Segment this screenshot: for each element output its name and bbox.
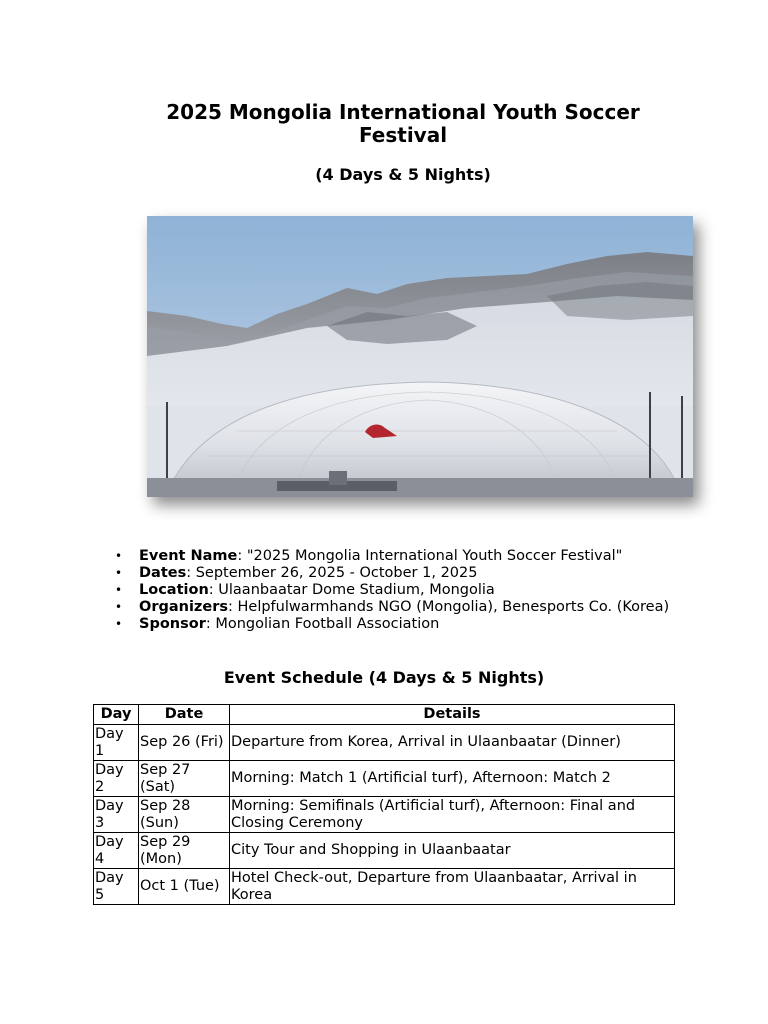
cell-date: Sep 29 (Mon): [139, 833, 230, 869]
list-item: • Location: Ulaanbaatar Dome Stadium, Mongolia: [115, 582, 495, 598]
cell-day: Day 1: [94, 725, 139, 761]
cell-details: Departure from Korea, Arrival in Ulaanbaatar (Dinner): [230, 725, 675, 761]
list-item: • Event Name: "2025 Mongolia International Youth Soccer Festival": [115, 548, 623, 564]
cell-details: City Tour and Shopping in Ulaanbaatar: [230, 833, 675, 869]
table-row: [94, 797, 675, 833]
schedule-heading: Event Schedule (4 Days & 5 Nights): [223, 668, 545, 687]
cell-day: Day 2: [94, 761, 139, 797]
page-title: 2025 Mongolia International Youth Soccer Festival: [166, 100, 640, 147]
column-header-details: Details: [230, 705, 675, 725]
table-row: [94, 725, 675, 761]
cell-details: Hotel Check-out, Departure from Ulaanbaatar, Arrival in Korea: [230, 869, 675, 905]
cell-day: Day 3: [94, 797, 139, 833]
list-item: • Organizers: Helpfulwarmhands NGO (Mongolia), Benesports Co. (Korea): [115, 599, 670, 615]
event-facts-list: [115, 548, 675, 633]
list-item: • Dates: September 26, 2025 - October 1, 2025: [115, 565, 478, 581]
table-header-row: [94, 705, 675, 725]
column-header-date: Date: [139, 705, 230, 725]
cell-date: Sep 26 (Fri): [139, 725, 230, 761]
schedule-table: [93, 704, 675, 905]
table-row: [94, 761, 675, 797]
cell-day: Day 4: [94, 833, 139, 869]
cell-date: Sep 27 (Sat): [139, 761, 230, 797]
column-header-day: Day: [94, 705, 139, 725]
cell-details: Morning: Match 1 (Artificial turf), Afternoon: Match 2: [230, 761, 675, 797]
table-row: [94, 869, 675, 905]
cell-details: Morning: Semifinals (Artificial turf), Afternoon: Final and Closing Ceremony: [230, 797, 675, 833]
cell-date: Sep 28 (Sun): [139, 797, 230, 833]
list-item: • Sponsor: Mongolian Football Association: [115, 616, 440, 632]
table-row: [94, 833, 675, 869]
page-subtitle: (4 Days & 5 Nights): [315, 165, 491, 184]
cell-date: Oct 1 (Tue): [139, 869, 230, 905]
dome-stadium-photo: [147, 216, 693, 497]
cell-day: Day 5: [94, 869, 139, 905]
